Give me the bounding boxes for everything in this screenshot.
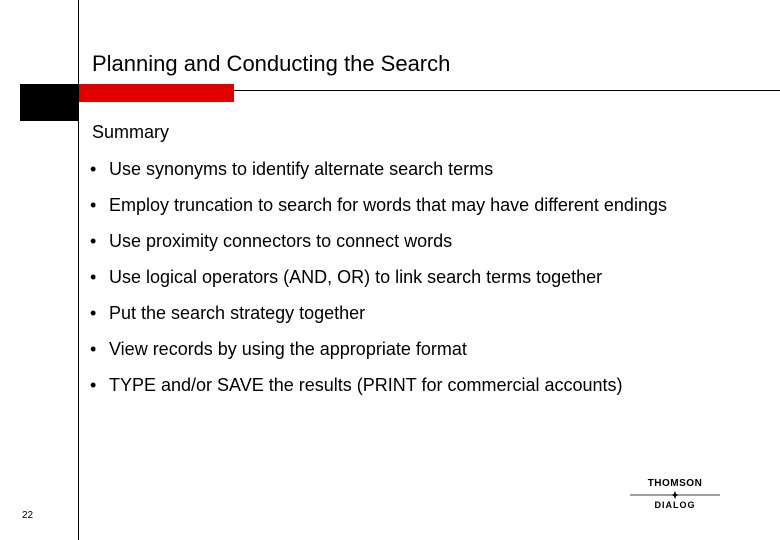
bullet-text: View records by using the appropriate format [109,339,467,359]
bullet-dot: • [90,159,97,179]
bullet-item [90,337,710,361]
bullet-dot: • [90,375,97,395]
bullet-dot: • [90,231,97,251]
bullet-text: Use proximity connectors to connect words [109,231,453,251]
bullet-text: Use logical operators (AND, OR) to link search terms together [109,267,603,287]
bullet-dot: • [90,267,97,287]
bullet-dot: • [90,339,97,359]
vertical-rule [78,0,79,540]
logo-bottom-text: DIALOG [654,500,696,510]
bullet-text: Employ truncation to search for words that may have different endings [109,195,667,215]
bullet-item [90,229,710,253]
bullet-item [90,301,710,325]
logo-top-text: THOMSON [647,478,703,489]
star-burst-icon [630,491,720,499]
accent-red-bar [79,84,234,102]
slide-title: Planning and Conducting the Search [92,51,451,76]
corner-black-block [20,84,79,121]
bullet-dot: • [90,303,97,323]
page-number: 22 [22,510,34,521]
bullet-text: Use synonyms to identify alternate search terms [109,159,494,179]
bullet-dot: • [90,195,97,215]
bullet-text: Put the search strategy together [109,303,366,323]
bullet-item [90,193,710,217]
thomson-dialog-logo [624,478,726,514]
bullet-text: TYPE and/or SAVE the results (PRINT for commercial accounts) [109,375,623,395]
bullet-list [90,157,710,409]
bullet-item [90,157,710,181]
bullet-item [90,373,710,397]
slide-subtitle: Summary [92,122,170,142]
bullet-item [90,265,710,289]
